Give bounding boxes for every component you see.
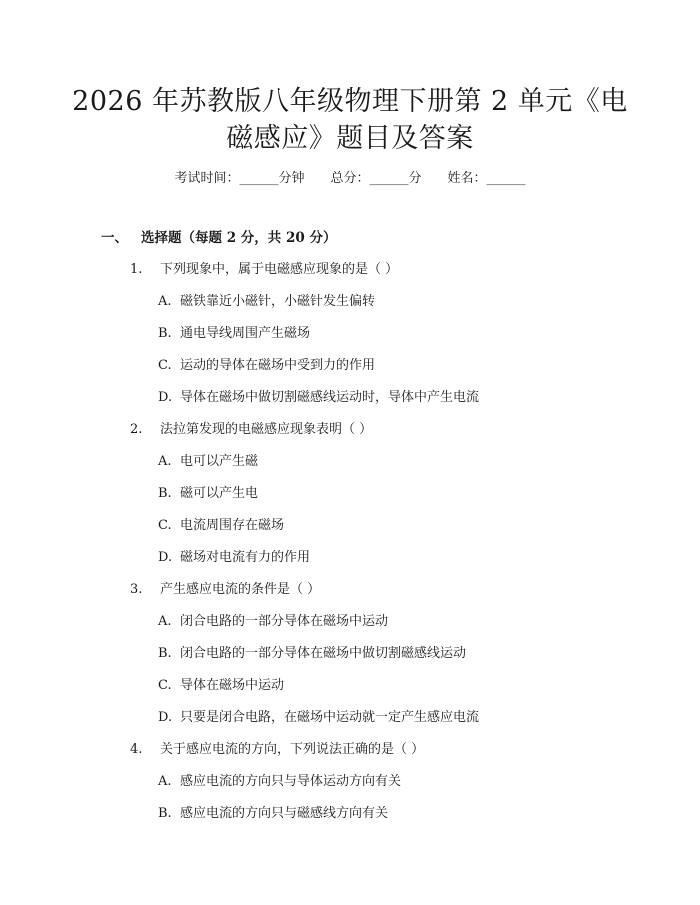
- document-title-line-1: 2026 年苏教版八年级物理下册第 2 单元《电: [72, 86, 628, 117]
- question-number: 3.: [130, 582, 143, 597]
- option-text: 磁铁靠近小磁针，小磁针发生偏转: [180, 294, 376, 309]
- option-3a: [158, 613, 388, 631]
- option-text: 磁场对电流有力的作用: [180, 550, 311, 565]
- option-text: 只要是闭合电路，在磁场中运动就一定产生感应电流: [180, 710, 480, 725]
- option-letter: B.: [158, 326, 172, 341]
- exam-info-line: 考试时间：______分钟 总分：______分 姓名：______: [174, 171, 526, 186]
- question-number: 4.: [130, 742, 143, 757]
- option-2b: [158, 485, 258, 503]
- section-title: 选择题（每题 2 分，共 20 分）: [141, 230, 337, 246]
- question-1: [130, 261, 398, 279]
- option-4b: [158, 805, 388, 823]
- option-1d: [158, 389, 479, 407]
- option-letter: B.: [158, 486, 172, 501]
- question-number: 1.: [130, 262, 143, 277]
- question-2: [130, 421, 372, 439]
- option-2a: [158, 453, 258, 471]
- option-1c: [158, 357, 375, 375]
- option-text: 电可以产生磁: [180, 454, 259, 469]
- question-text: 法拉第发现的电磁感应现象表明（ ）: [160, 422, 373, 437]
- option-letter: D.: [158, 550, 173, 565]
- option-letter: C.: [158, 358, 172, 373]
- option-text: 闭合电路的一部分导体在磁场中运动: [180, 614, 389, 629]
- option-letter: D.: [158, 390, 173, 405]
- question-3: [130, 581, 320, 599]
- question-text: 关于感应电流的方向，下列说法正确的是（ ）: [160, 742, 425, 757]
- option-letter: C.: [158, 678, 172, 693]
- option-2d: [158, 549, 310, 567]
- option-letter: A.: [158, 454, 172, 469]
- option-text: 磁可以产生电: [180, 486, 259, 501]
- option-text: 导体在磁场中做切割磁感线运动时，导体中产生电流: [180, 390, 480, 405]
- section-number: 一、: [101, 230, 128, 246]
- option-text: 电流周围存在磁场: [180, 518, 285, 533]
- option-3c: [158, 677, 284, 695]
- option-text: 闭合电路的一部分导体在磁场中做切割磁感线运动: [180, 646, 467, 661]
- option-letter: A.: [158, 774, 172, 789]
- option-letter: B.: [158, 646, 172, 661]
- option-2c: [158, 517, 284, 535]
- option-letter: B.: [158, 806, 172, 821]
- option-text: 感应电流的方向只与导体运动方向有关: [180, 774, 402, 789]
- option-text: 通电导线周围产生磁场: [180, 326, 311, 341]
- option-letter: A.: [158, 294, 172, 309]
- option-1a: [158, 293, 375, 311]
- option-letter: A.: [158, 614, 172, 629]
- question-4: [130, 741, 424, 759]
- option-text: 运动的导体在磁场中受到力的作用: [180, 358, 376, 373]
- option-letter: C.: [158, 518, 172, 533]
- option-4a: [158, 773, 401, 791]
- section-heading: [101, 229, 336, 247]
- option-3b: [158, 645, 466, 663]
- question-number: 2.: [130, 422, 143, 437]
- option-3d: [158, 709, 479, 727]
- option-letter: D.: [158, 710, 173, 725]
- question-text: 下列现象中，属于电磁感应现象的是（ ）: [160, 262, 399, 277]
- option-text: 感应电流的方向只与磁感线方向有关: [180, 806, 389, 821]
- option-text: 导体在磁场中运动: [180, 678, 285, 693]
- document-title-line-2: 磁感应》题目及答案: [226, 123, 474, 154]
- option-1b: [158, 325, 310, 343]
- question-text: 产生感应电流的条件是（ ）: [160, 582, 321, 597]
